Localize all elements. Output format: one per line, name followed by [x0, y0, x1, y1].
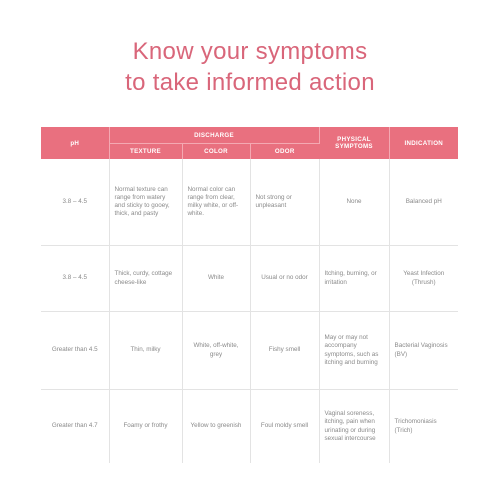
cell-odor: Fishy smell	[250, 312, 319, 390]
header-physical-symptoms: PHYSICAL SYMPTOMS	[319, 127, 389, 159]
cell-ph: 3.8 – 4.5	[41, 159, 109, 246]
cell-physical-symptoms: Vaginal soreness, itching, pain when urinating or during sexual intercourse	[319, 390, 389, 464]
header-odor: ODOR	[250, 144, 319, 160]
header-indication: INDICATION	[389, 127, 458, 159]
cell-indication: Yeast Infection (Thrush)	[389, 246, 458, 312]
cell-odor: Not strong or unpleasant	[250, 159, 319, 246]
title-line-1: Know your symptoms	[132, 38, 368, 65]
table-row	[41, 312, 458, 390]
cell-odor: Usual or no odor	[250, 246, 319, 312]
table-row	[41, 159, 458, 246]
header-discharge: DISCHARGE	[109, 127, 319, 144]
title-line-2: to take informed action	[125, 69, 375, 96]
cell-texture: Normal texture can range from watery and sticky to gooey, thick, and pasty	[109, 159, 182, 246]
cell-texture: Thin, milky	[109, 312, 182, 390]
cell-indication: Bacterial Vaginosis (BV)	[389, 312, 458, 390]
cell-ph: 3.8 – 4.5	[41, 246, 109, 312]
cell-ph: Greater than 4.5	[41, 312, 109, 390]
table-header	[41, 127, 458, 159]
cell-ph: Greater than 4.7	[41, 390, 109, 464]
cell-physical-symptoms: None	[319, 159, 389, 246]
table-row	[41, 390, 458, 464]
cell-color: Yellow to greenish	[182, 390, 250, 464]
cell-texture: Foamy or frothy	[109, 390, 182, 464]
cell-color: White, off-white, grey	[182, 312, 250, 390]
cell-indication: Trichomoniasis (Trich)	[394, 418, 437, 434]
cell-texture: Thick, curdy, cottage cheese-like	[109, 246, 182, 312]
cell-physical-symptoms: Itching, burning, or irritation	[319, 246, 389, 312]
table-row	[41, 246, 458, 312]
cell-indication: Balanced pH	[389, 159, 458, 246]
header-ph: pH	[41, 127, 109, 159]
cell-color: White	[182, 246, 250, 312]
cell-odor: Foul moldy smell	[250, 390, 319, 464]
cell-color: Normal color can range from clear, milky white, or off-white.	[182, 159, 250, 246]
header-texture: TEXTURE	[109, 144, 182, 160]
cell-physical-symptoms: May or may not accompany symptoms, such as itching and burning	[319, 312, 389, 390]
header-color: COLOR	[182, 144, 250, 160]
page-title	[0, 36, 500, 98]
symptoms-table	[41, 127, 458, 463]
